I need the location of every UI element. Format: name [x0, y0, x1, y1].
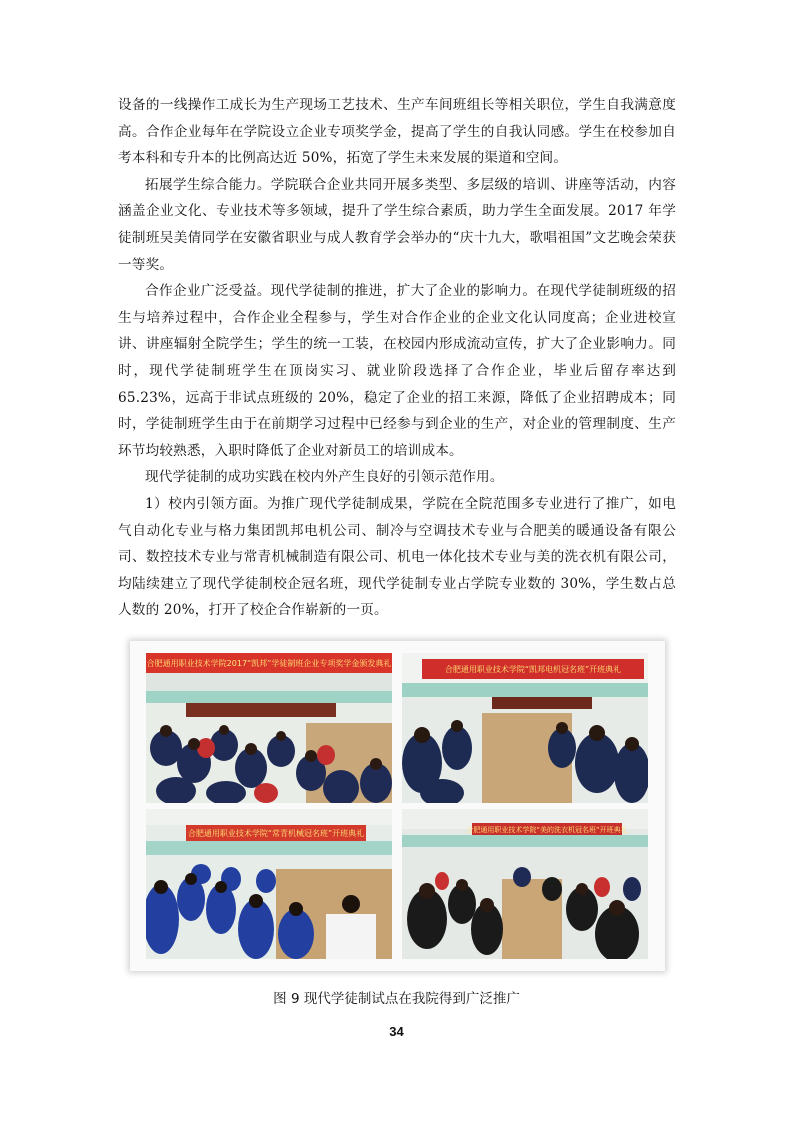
body-text — [118, 92, 676, 624]
banner-text: 合肥通用职业技术学院“美的洗衣机冠名班”开班典礼 — [466, 826, 628, 834]
banner-text: 合肥通用职业技术学院2017“凯邦”学徒制班企业专项奖学金颁发典礼 — [146, 659, 392, 668]
figure-caption: 图 9 现代学徒制试点在我院得到广泛推广 — [273, 991, 520, 1007]
banner-text: 合肥通用职业技术学院“常青机械冠名班”开班典礼 — [187, 829, 365, 838]
ceremony-photo — [402, 809, 648, 959]
paragraph: 现代学徒制的成功实践在校内外产生良好的引领示范作用。 — [145, 469, 504, 486]
ceremony-photo — [402, 653, 648, 803]
ceremony-photo — [146, 809, 392, 959]
banner-text: 合肥通用职业技术学院“凯邦电机冠名班”开班典礼 — [444, 665, 622, 674]
paragraph: 1）校内引领方面。为推广现代学徒制成果，学院在全院范围多专业进行了推广，如电气自动化专业与格力集团凯邦电机公司、制冷与空调技术专业与合肥美的暖通设备有限公司、数控技术专业与常青机械制造有限公司、机电一体化技术专业与美的洗衣机有限公司，均陆续建立了现代学徒制校企冠名班，现代学徒制专业占学院专业数的 30%，学生数占总人数的 20%，打开了校企合作崭新的一页。 — [118, 495, 676, 619]
page-number: 34 — [389, 1024, 404, 1039]
paragraph: 合作企业广泛受益。现代学徒制的推进，扩大了企业的影响力。在现代学徒制班级的招生与培养过程中，合作企业全程参与，学生对合作企业的企业文化认同度高；企业进校宣讲、讲座辐射全院学生；学生的统一工装，在校园内形成流动宣传，扩大了企业影响力。同时，现代学徒制班学生在顶岗实习、就业阶段选择了合作企业，毕业后留存率达到 65.23%，远高于非试点班级的 20%，稳定了企业的招工来源，降低了企业招聘成本；同时，学徒制班学生由于在前期学习过程中已经参与到企业的生产，对企业的管理制度、生产环节均较熟悉，入职时降低了企业对新员工的培训成本。 — [118, 283, 676, 459]
ceremony-photo — [146, 653, 392, 803]
paragraph: 拓展学生综合能力。学院联合企业共同开展多类型、多层级的培训、讲座等活动，内容涵盖企业文化、专业技术等多领域，提升了学生综合素质，助力学生全面发展。2017 年学徒制班吴美倩同学在安徽省职业与成人教育学会举办的“庆十九大，歌唱祖国”文艺晚会荣获一等奖。 — [118, 176, 676, 273]
figure-photo-grid — [130, 641, 665, 971]
paragraph: 设备的一线操作工成长为生产现场工艺技术、生产车间班组长等相关职位，学生自我满意度高。合作企业每年在学院设立企业专项奖学金，提高了学生的自我认同感。学生在校参加自考本科和专升本的比例高达近 50%，拓宽了学生未来发展的渠道和空间。 — [118, 97, 676, 167]
